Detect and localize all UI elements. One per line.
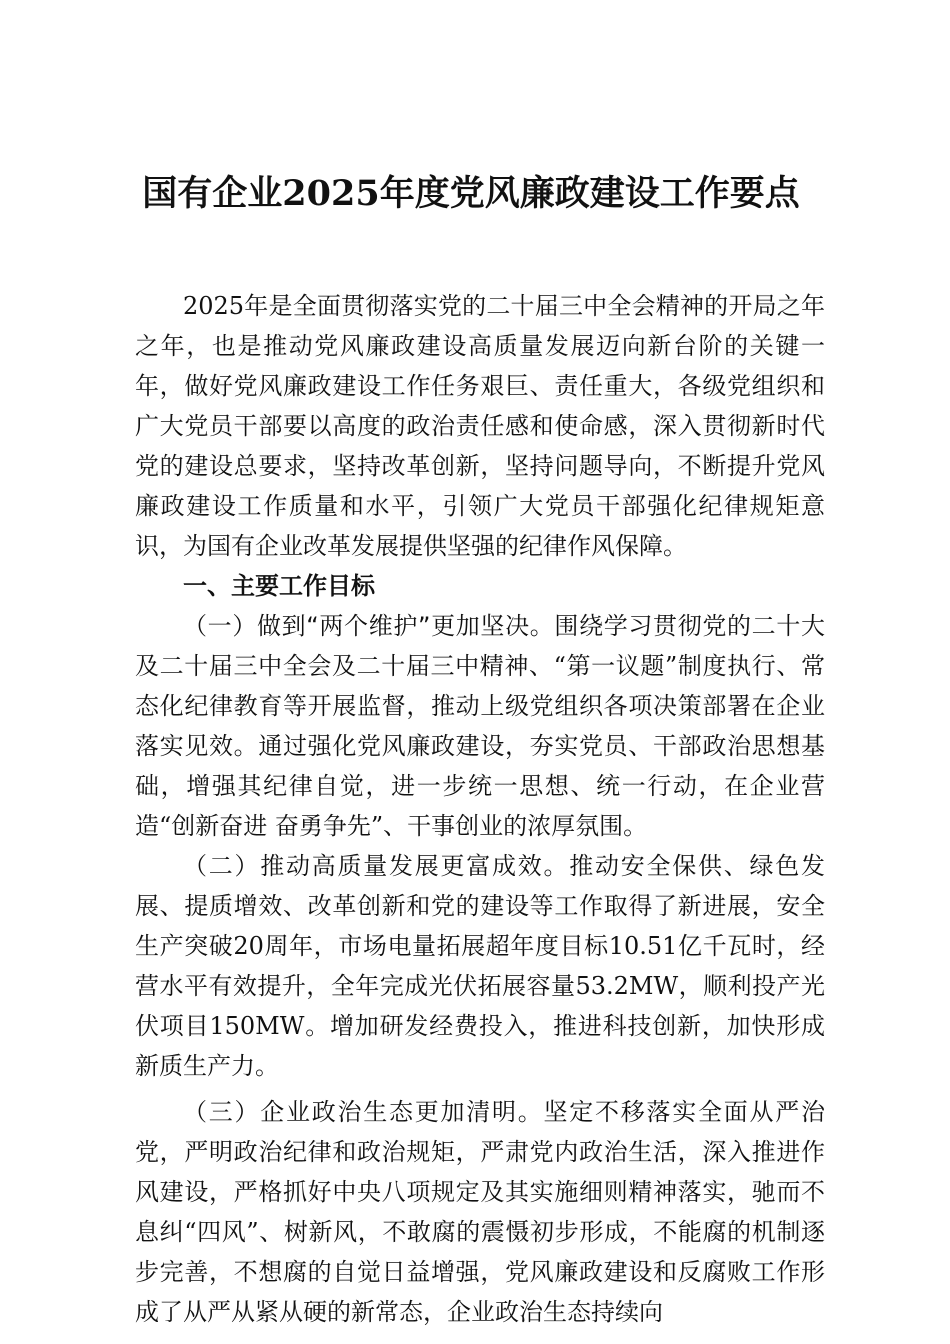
goal-item-3-text: 坚定不移落实全面从严治党，严明政治纪律和政治规矩，严肃党内政治生活，深入推进作风建设，严格抓好中央八项规定及其实施细则精神落实，驰而不息纠“四风”、树新风，不敢腐的震慑初步形成，不能腐的机制逐步完善，不想腐的自觉日益增强，党风廉政建设和反腐败工作形成了从严从紧从硬的新常态，企业政治生态持续向 xyxy=(135,1098,825,1326)
intro-paragraph: 2025年是全面贯彻落实党的二十届三中全会精神的开局之年之年，也是推动党风廉政建设高质量发展迈向新台阶的关键一年，做好党风廉政建设工作任务艰巨、责任重大，各级党组织和广大党员干部要以高度的政治责任感和使命感，深入贯彻新时代党的建设总要求，坚持改革创新，坚持问题导向，不断提升党风廉政建设工作质量和水平，引领广大党员干部强化纪律规矩意识，为国有企业改革发展提供坚强的纪律作风保障。 xyxy=(135,292,825,560)
goal-item-1 xyxy=(135,606,825,846)
goal-item-3 xyxy=(135,1092,825,1332)
goal-item-2 xyxy=(135,846,825,1086)
section-heading-goals: 一、主要工作目标 xyxy=(183,572,375,600)
document-title: 国有企业2025年度党风廉政建设工作要点 xyxy=(142,173,800,214)
goal-item-3-lead: （三）企业政治生态更加清明。 xyxy=(183,1098,544,1126)
goal-item-2-lead: （二）推动高质量发展更富成效。 xyxy=(183,852,570,880)
document-body xyxy=(135,286,825,1332)
goal-item-1-lead: （一）做到“两个维护”更加坚决。 xyxy=(183,612,555,640)
goal-item-2-text: 推动安全保供、绿色发展、提质增效、改革创新和党的建设等工作取得了新进展，安全生产突破20周年，市场电量拓展超年度目标10.51亿千瓦时，经营水平有效提升，全年完成光伏拓展容量53.2MW，顺利投产光伏项目150MW。增加研发经费投入，推进科技创新，加快形成新质生产力。 xyxy=(135,852,825,1080)
goal-item-1-text: 围绕学习贯彻党的二十大及二十届三中全会及二十届三中精神、“第一议题”制度执行、常态化纪律教育等开展监督，推动上级党组织各项决策部署在企业落实见效。通过强化党风廉政建设，夯实党员、干部政治思想基础，增强其纪律自觉，进一步统一思想、统一行动，在企业营造“创新奋进 奋勇争先”、干事创业的浓厚氛围。 xyxy=(135,612,825,840)
